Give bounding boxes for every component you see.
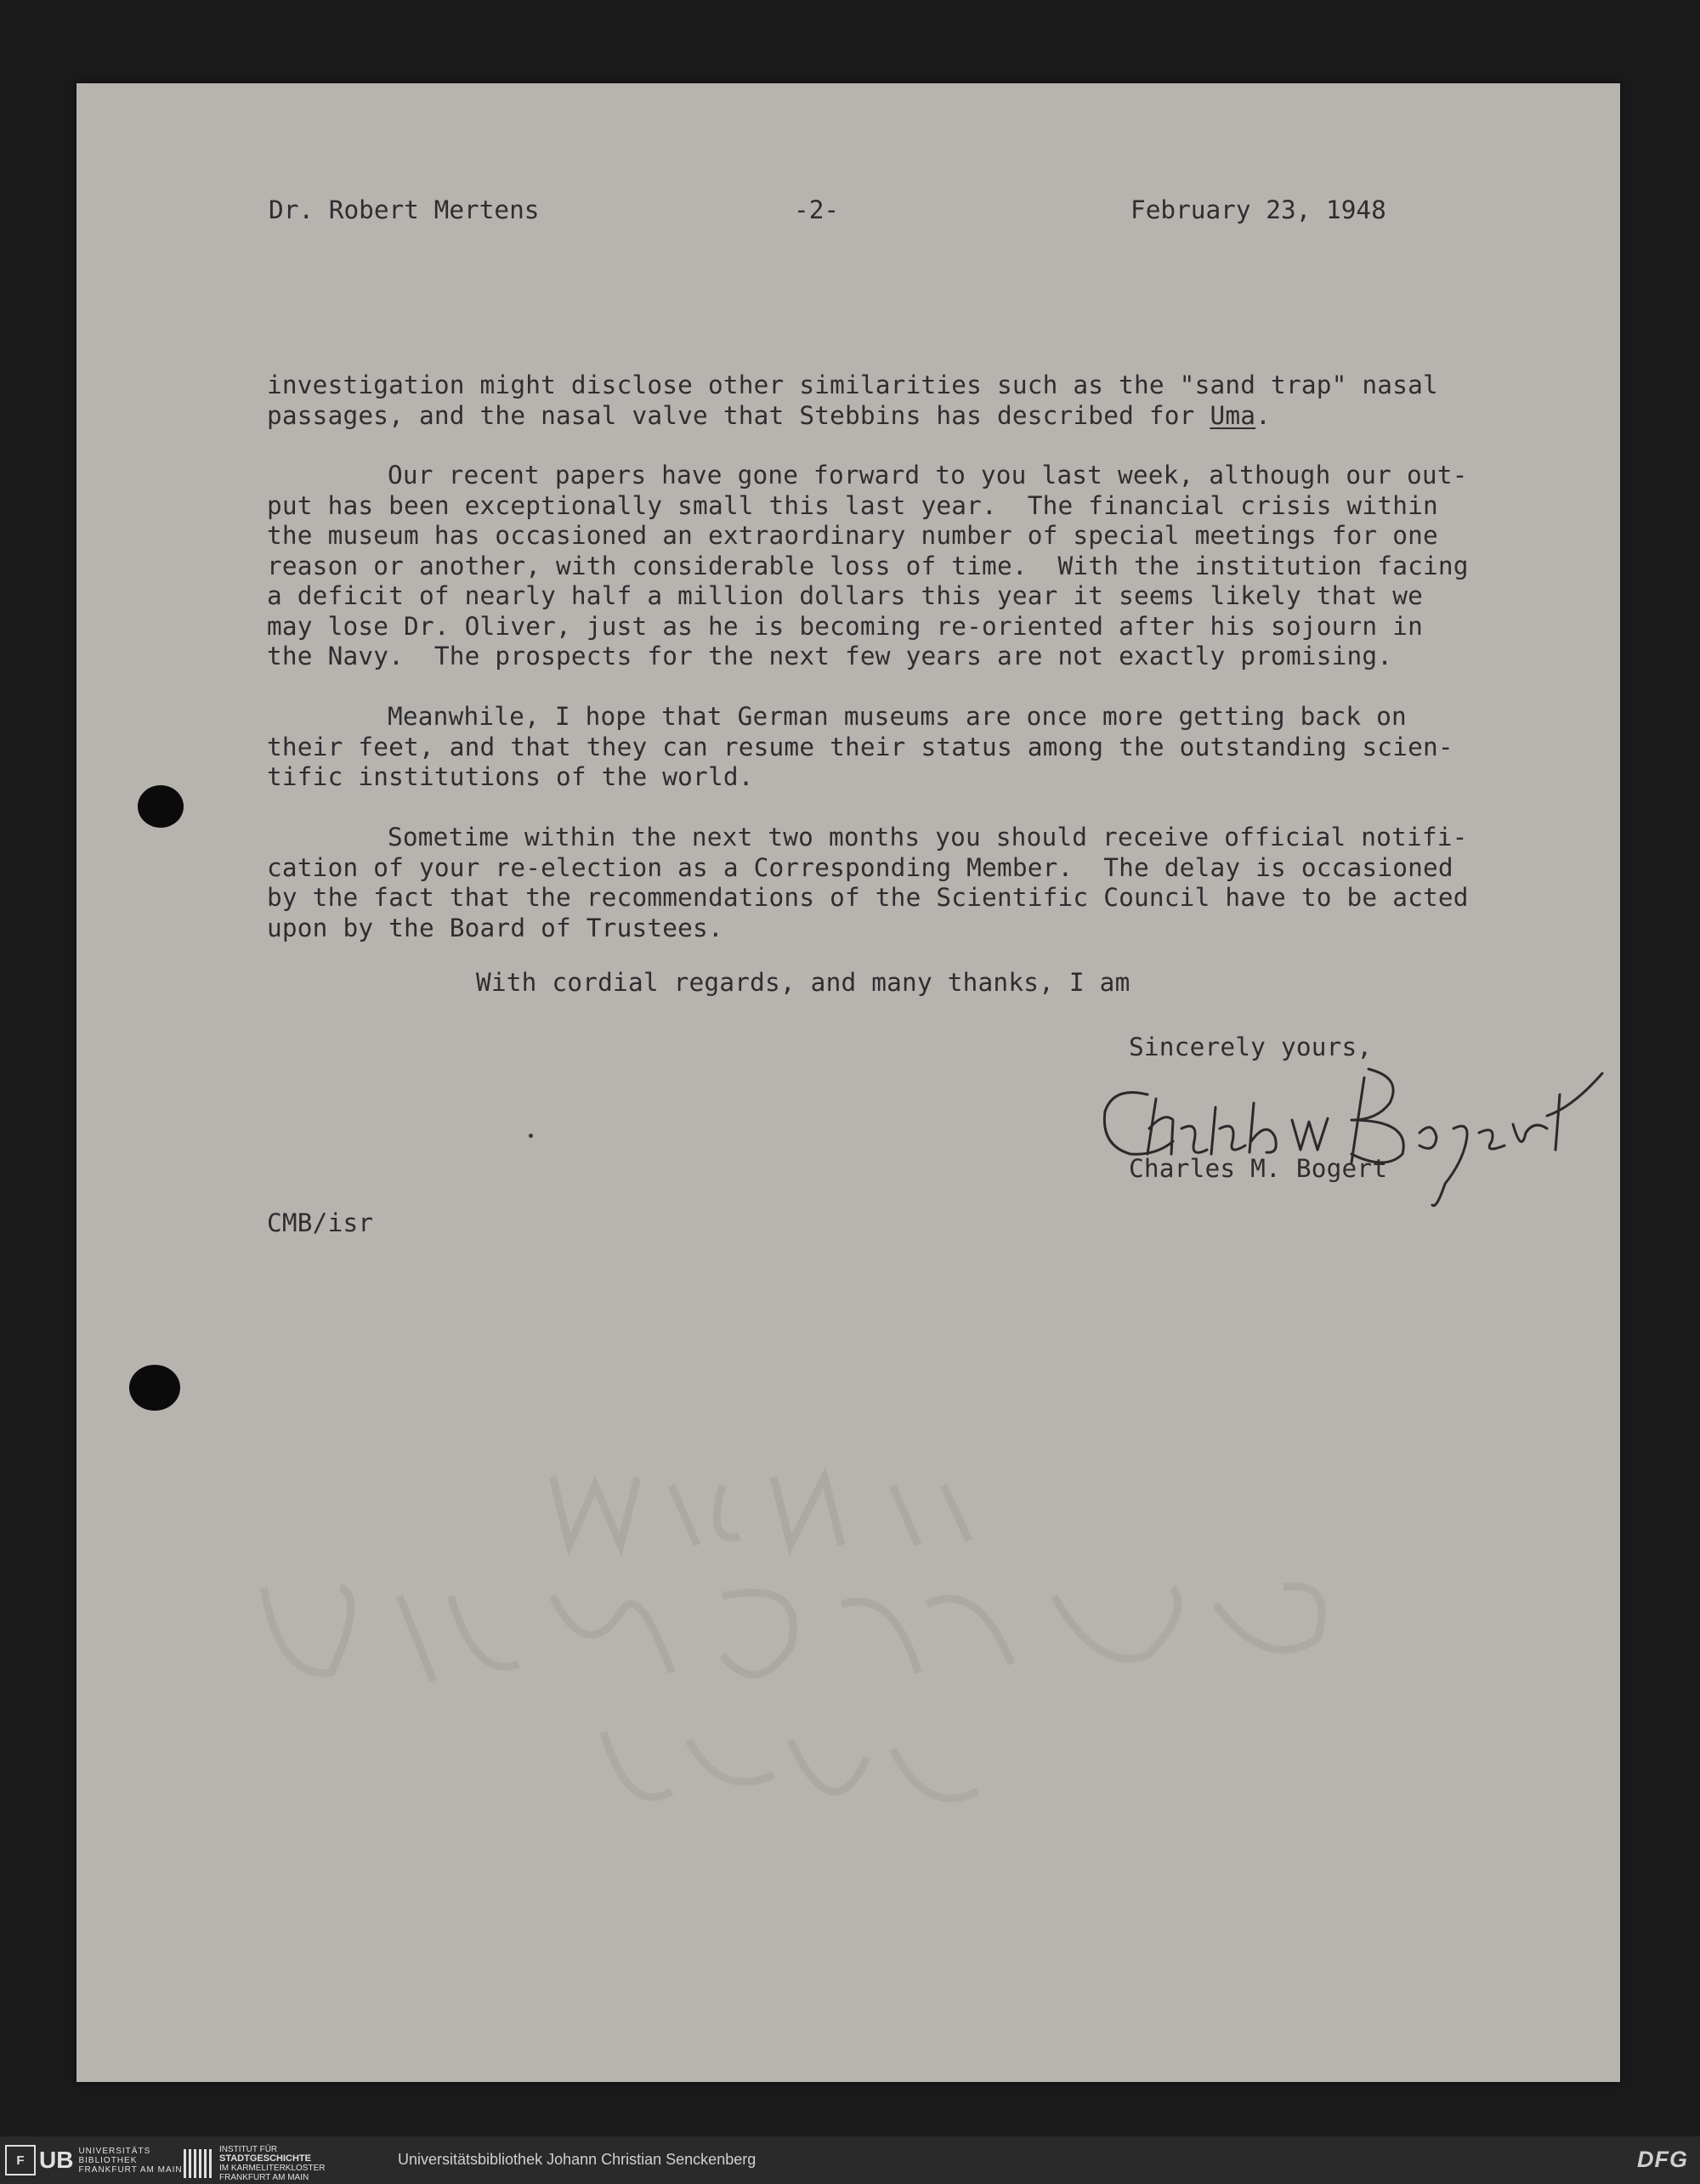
ub-logo [5,2145,183,2176]
institute-logo-text [219,2145,325,2182]
ub-logo-text [78,2147,182,2175]
reference-initials [267,1208,1542,1239]
typed-name-text: Charles M. Bogert [1129,1154,1388,1183]
initials-text: CMB/isr [267,1208,374,1237]
ub-logo-line: UNIVERSITÄTS [78,2146,151,2156]
ub-logo-letters: UB [39,2147,74,2173]
punch-hole-top [138,785,184,828]
paragraph-line: by the fact that the recommendations of the Scientific Council have to be acted [267,883,1469,912]
paragraph-line: Our recent papers have gone forward to you last week, although our out- [388,461,1468,489]
paragraph-line: cation of your re-election as a Corresponding Member. The delay is occasioned [267,852,1454,882]
line-text: . [1255,400,1272,430]
paragraph-line: upon by the Board of Trustees. [267,913,723,942]
valediction-text: Sincerely yours, [1129,1033,1373,1061]
paragraph-continuation [267,371,1542,431]
institute-line: IM KARMELITERKLOSTER [219,2164,326,2173]
paragraph-line: the Navy. The prospects for the next few years are not exactly promising. [267,642,1393,670]
punch-hole-bottom [129,1365,180,1411]
ub-logo-line: BIBLIOTHEK [78,2155,138,2165]
paragraph-german-museums [267,702,1542,793]
institute-line: FRANKFURT AM MAIN [219,2173,309,2182]
dfg-logo: DFG [1637,2147,1688,2172]
institute-logo-mark [184,2149,212,2178]
letter-date: February 23, 1948 [1130,195,1386,224]
paragraph-line [267,401,1542,432]
closing-text: With cordial regards, and many thanks, I am [476,968,1130,997]
institute-line: INSTITUT FÜR [219,2145,278,2154]
library-name: Universitätsbibliothek Johann Christian Senckenberg [398,2151,756,2168]
paragraph-line: reason or another, with considerable loss of time. With the institution facing [267,551,1469,580]
paragraph-line: put has been exceptionally small this last year. The financial crisis within [267,490,1438,520]
paragraph-line: their feet, and that they can resume their status among the outstanding scien- [267,732,1454,761]
handwritten-signature [1096,1061,1606,1214]
footer-bar [0,2136,1700,2184]
ink-speck [529,1134,533,1138]
paragraph-re-election [267,823,1542,943]
genus-name-underlined: Uma [1210,400,1256,430]
line-text: passages, and the nasal valve that Stebbins has described for [267,400,1210,430]
paragraph-line: Meanwhile, I hope that German museums are once more getting back on [388,702,1407,731]
paragraph-line: investigation might disclose other similarities such as the "sand trap" nasal [267,371,1438,399]
ub-logo-mark: F [5,2145,36,2176]
closing-line [476,968,1700,999]
ub-logo-line: FRANKFURT AM MAIN [78,2164,183,2175]
institute-line: STADTGESCHICHTE [219,2153,311,2164]
paragraph-line: tific institutions of the world. [267,762,754,791]
institute-logo [184,2145,325,2182]
page-number: -2- [794,195,840,224]
paragraph-line: the museum has occasioned an extraordinary number of special meetings for one [267,521,1438,550]
paragraph-line: Sometime within the next two months you should receive official notifi- [388,823,1468,852]
letter-header [189,195,1396,229]
paragraph-line: a deficit of nearly half a million dollars this year it seems likely that we [267,581,1423,610]
typed-name [1129,1154,1700,1185]
recipient-name: Dr. Robert Mertens [269,195,540,224]
valediction [1129,1033,1700,1063]
paragraph-line: may lose Dr. Oliver, just as he is becoming re-oriented after his sojourn in [267,611,1423,641]
paragraph-papers [267,461,1542,672]
